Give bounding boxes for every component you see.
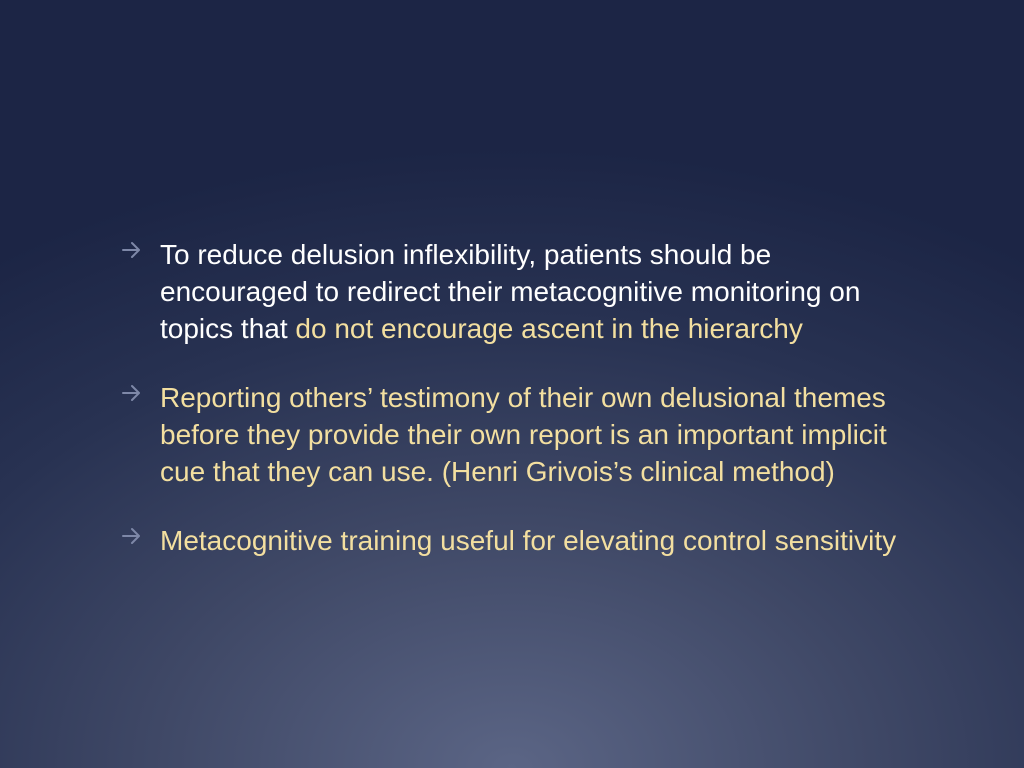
bullet-item: [120, 522, 920, 559]
arrow-right-icon: [120, 238, 144, 262]
bullet-item: [120, 236, 920, 347]
arrow-right-icon: [120, 524, 144, 548]
arrow-right-icon: [120, 381, 144, 405]
bullet-item: [120, 379, 920, 490]
bullet-highlight-text: do not encourage ascent in the hierarchy: [295, 313, 803, 344]
bullet-text: To reduce delusion inflexibility, patients should be encouraged to redirect their metacognitive monitoring on topics that: [160, 239, 861, 344]
bullet-highlight-text: Metacognitive training useful for elevating control sensitivity: [160, 525, 897, 556]
bullet-list: [120, 236, 920, 591]
bullet-highlight-text: Reporting others’ testimony of their own delusional themes before they provide their own report is an important implicit cue that they can use. (Henri Grivois’s clinical method): [160, 382, 887, 487]
